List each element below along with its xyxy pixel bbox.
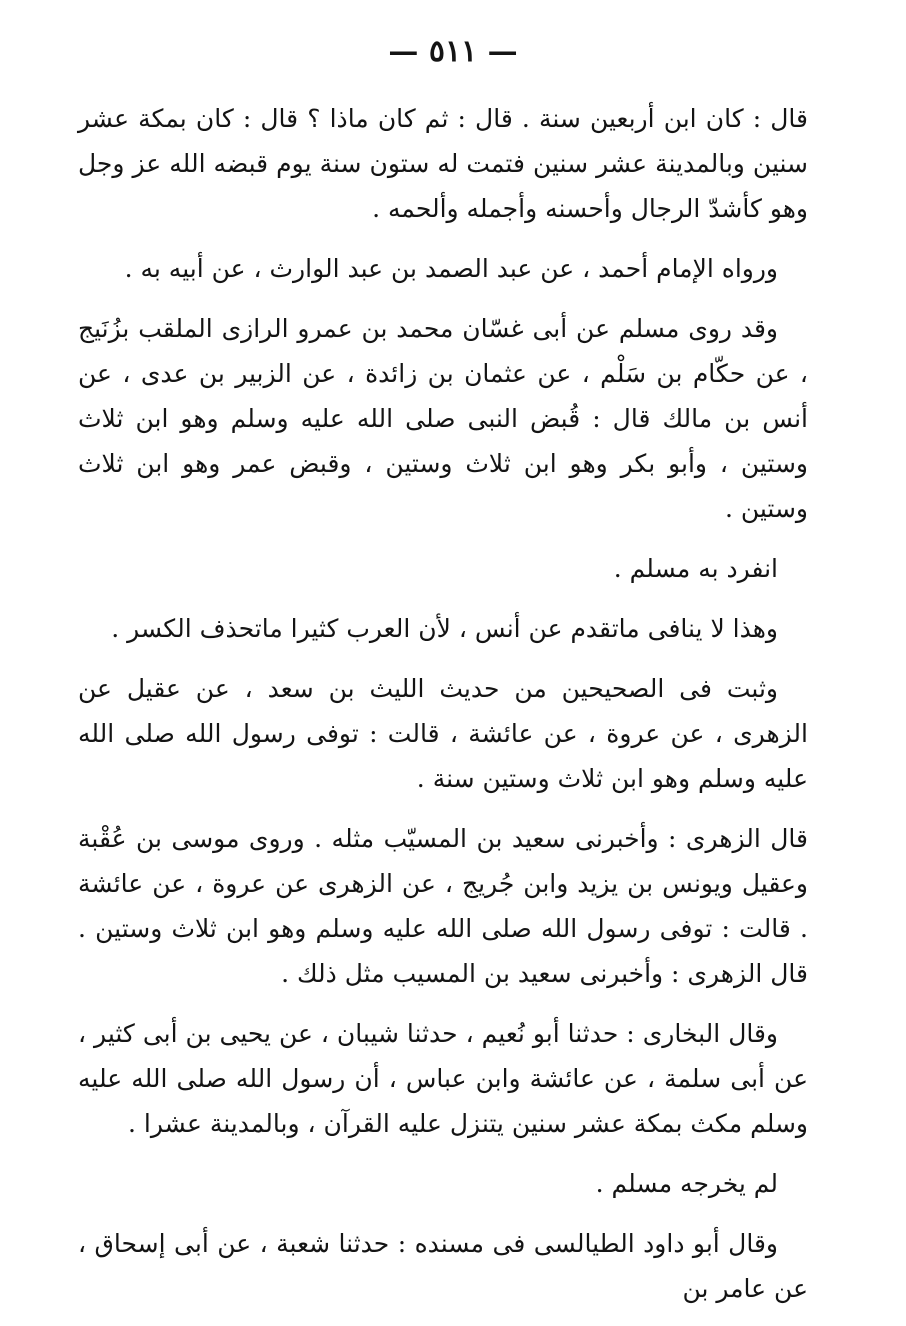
paragraph: قال : كان ابن أربعين سنة . قال : ثم كان ماذا ؟ قال : كان بمكة عشر سنين وبالمدينة عشر سنين فتمت له ستون سنة يوم قبضه الله عز وجل وهو كأشدّ الرجال وأحسنه وأجمله وألحمه .: [78, 104, 808, 223]
paragraph: قال الزهرى : وأخبرنى سعيد بن المسيّب مثله . وروى موسى بن عُقْبة وعقيل ويونس بن يزيد وابن جُريج ، عن الزهرى عن عروة ، عن عائشة . قالت : توفى رسول الله صلى الله عليه وسلم وهو ابن ثلاث وستين . قال الزهرى : وأخبرنى سعيد بن المسيب مثل ذلك .: [78, 824, 808, 988]
page-body: [78, 96, 808, 1326]
paragraph: لم يخرجه مسلم .: [595, 1169, 778, 1198]
page-number: — ٥١١ —: [388, 34, 518, 69]
paragraph: وقد روى مسلم عن أبى غسّان محمد بن عمرو الرازى الملقب بزُنَيج ، عن حكّام بن سَلْم ، عن عثمان بن زائدة ، عن الزبير بن عدى ، عن أنس بن مالك قال : قُبض النبى صلى الله عليه وسلم وهو ابن ثلاث وستين ، وأبو بكر وهو ابن ثلاث وستين ، وقبض عمر وهو ابن ثلاث وستين .: [78, 314, 808, 523]
paragraph: انفرد به مسلم .: [613, 554, 778, 583]
paragraph: وثبت فى الصحيحين من حديث الليث بن سعد ، عن عقيل عن الزهرى ، عن عروة ، عن عائشة ، قالت : توفى رسول الله صلى الله عليه وسلم وهو ابن ثلاث وستين سنة .: [78, 674, 808, 793]
paragraph: وقال البخارى : حدثنا أبو نُعيم ، حدثنا شيبان ، عن يحيى بن أبى كثير ، عن أبى سلمة ، عن عائشة وابن عباس ، أن رسول الله صلى الله عليه وسلم مكث بمكة عشر سنين يتنزل عليه القرآن ، وبالمدينة عشرا .: [78, 1019, 808, 1138]
paragraph: ورواه الإمام أحمد ، عن عبد الصمد بن عبد الوارث ، عن أبيه به .: [124, 254, 778, 283]
paragraph: وقال أبو داود الطيالسى فى مسنده : حدثنا شعبة ، عن أبى إسحاق ، عن عامر بن: [78, 1229, 808, 1303]
paragraph: وهذا لا ينافى ماتقدم عن أنس ، لأن العرب كثيرا ماتحذف الكسر .: [111, 614, 778, 643]
